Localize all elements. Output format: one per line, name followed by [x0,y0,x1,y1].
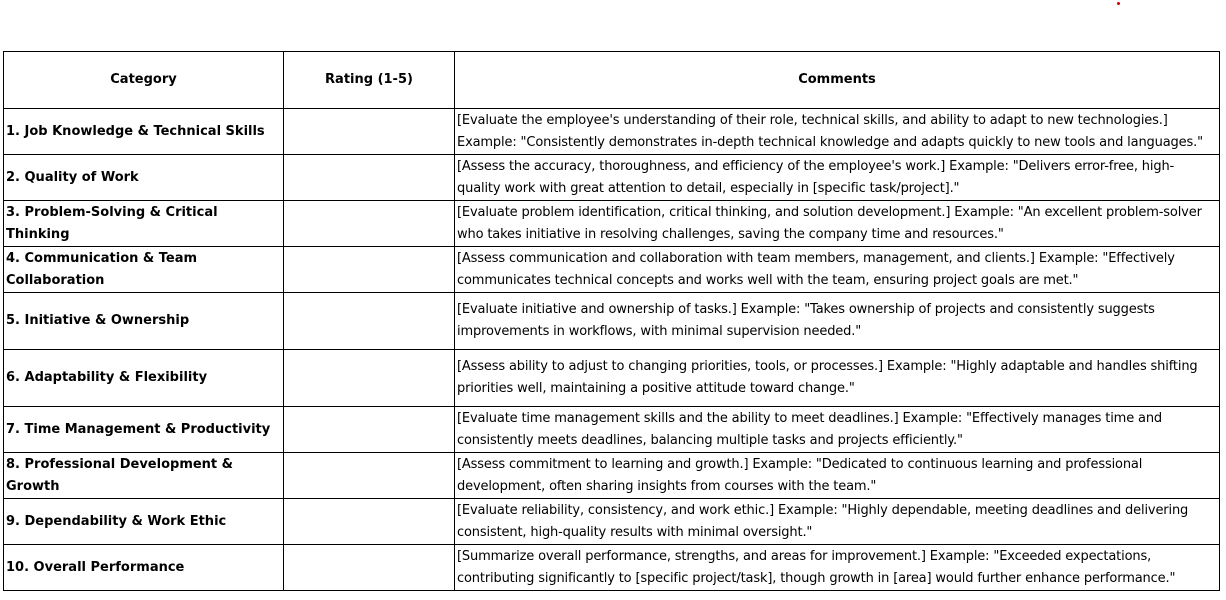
comment-cell[interactable]: [Evaluate problem identification, critical thinking, and solution development.] Example: "An excellent problem-solver who takes initiative in resolving challenges, saving the company time and resources." [455,201,1220,247]
table-row [4,499,1220,545]
table-row [4,247,1220,293]
table-row [4,293,1220,350]
comment-cell[interactable]: [Assess ability to adjust to changing priorities, tools, or processes.] Example: "Highly adaptable and handles shifting priorities well, maintaining a positive attitude toward change." [455,350,1220,407]
cursor-marker [1117,2,1120,5]
rating-cell[interactable] [284,499,455,545]
comment-cell[interactable]: [Summarize overall performance, strengths, and areas for improvement.] Example: "Exceeded expectations, contributing significantly to [specific project/task], though growth in [area] would further enhance performance." [455,545,1220,591]
table-row [4,545,1220,591]
category-cell[interactable]: 6. Adaptability & Flexibility [4,350,284,407]
rating-cell[interactable] [284,350,455,407]
category-cell[interactable]: 2. Quality of Work [4,155,284,201]
table-row [4,201,1220,247]
rating-cell[interactable] [284,201,455,247]
comment-cell[interactable]: [Assess commitment to learning and growth.] Example: "Dedicated to continuous learning and professional development, often sharing insights from courses with the team." [455,453,1220,499]
category-cell[interactable]: 9. Dependability & Work Ethic [4,499,284,545]
performance-review-table [3,51,1220,591]
table-row [4,407,1220,453]
rating-cell[interactable] [284,545,455,591]
rating-cell[interactable] [284,109,455,155]
comment-cell[interactable]: [Evaluate time management skills and the ability to meet deadlines.] Example: "Effectively manages time and consistently meets deadlines, balancing multiple tasks and projects efficiently." [455,407,1220,453]
category-cell[interactable]: 3. Problem-Solving & Critical Thinking [4,201,284,247]
comment-cell[interactable]: [Evaluate the employee's understanding of their role, technical skills, and ability to adapt to new technologies.] Example: "Consistently demonstrates in-depth technical knowledge and adapts quickly to new tools and languages." [455,109,1220,155]
rating-cell[interactable] [284,453,455,499]
rating-cell[interactable] [284,293,455,350]
header-row [4,52,1220,109]
table-row [4,155,1220,201]
comment-cell[interactable]: [Assess the accuracy, thoroughness, and efficiency of the employee's work.] Example: "Delivers error-free, high-quality work with great attention to detail, especially in [specific task/project]." [455,155,1220,201]
table-row [4,453,1220,499]
comment-cell[interactable]: [Evaluate reliability, consistency, and work ethic.] Example: "Highly dependable, meeting deadlines and delivering consistent, high-quality results with minimal oversight." [455,499,1220,545]
comment-cell[interactable]: [Assess communication and collaboration with team members, management, and clients.] Example: "Effectively communicates technical concepts and works well with the team, ensuring project goals are met." [455,247,1220,293]
header-rating[interactable]: Rating (1-5) [284,52,455,109]
table-row [4,350,1220,407]
category-cell[interactable]: 4. Communication & Team Collaboration [4,247,284,293]
rating-cell[interactable] [284,247,455,293]
category-cell[interactable]: 10. Overall Performance [4,545,284,591]
rating-cell[interactable] [284,407,455,453]
table-row [4,109,1220,155]
category-cell[interactable]: 1. Job Knowledge & Technical Skills [4,109,284,155]
category-cell[interactable]: 7. Time Management & Productivity [4,407,284,453]
header-category[interactable]: Category [4,52,284,109]
header-comments[interactable]: Comments [455,52,1220,109]
rating-cell[interactable] [284,155,455,201]
category-cell[interactable]: 5. Initiative & Ownership [4,293,284,350]
comment-cell[interactable]: [Evaluate initiative and ownership of tasks.] Example: "Takes ownership of projects and consistently suggests improvements in workflows, with minimal supervision needed." [455,293,1220,350]
category-cell[interactable]: 8. Professional Development & Growth [4,453,284,499]
